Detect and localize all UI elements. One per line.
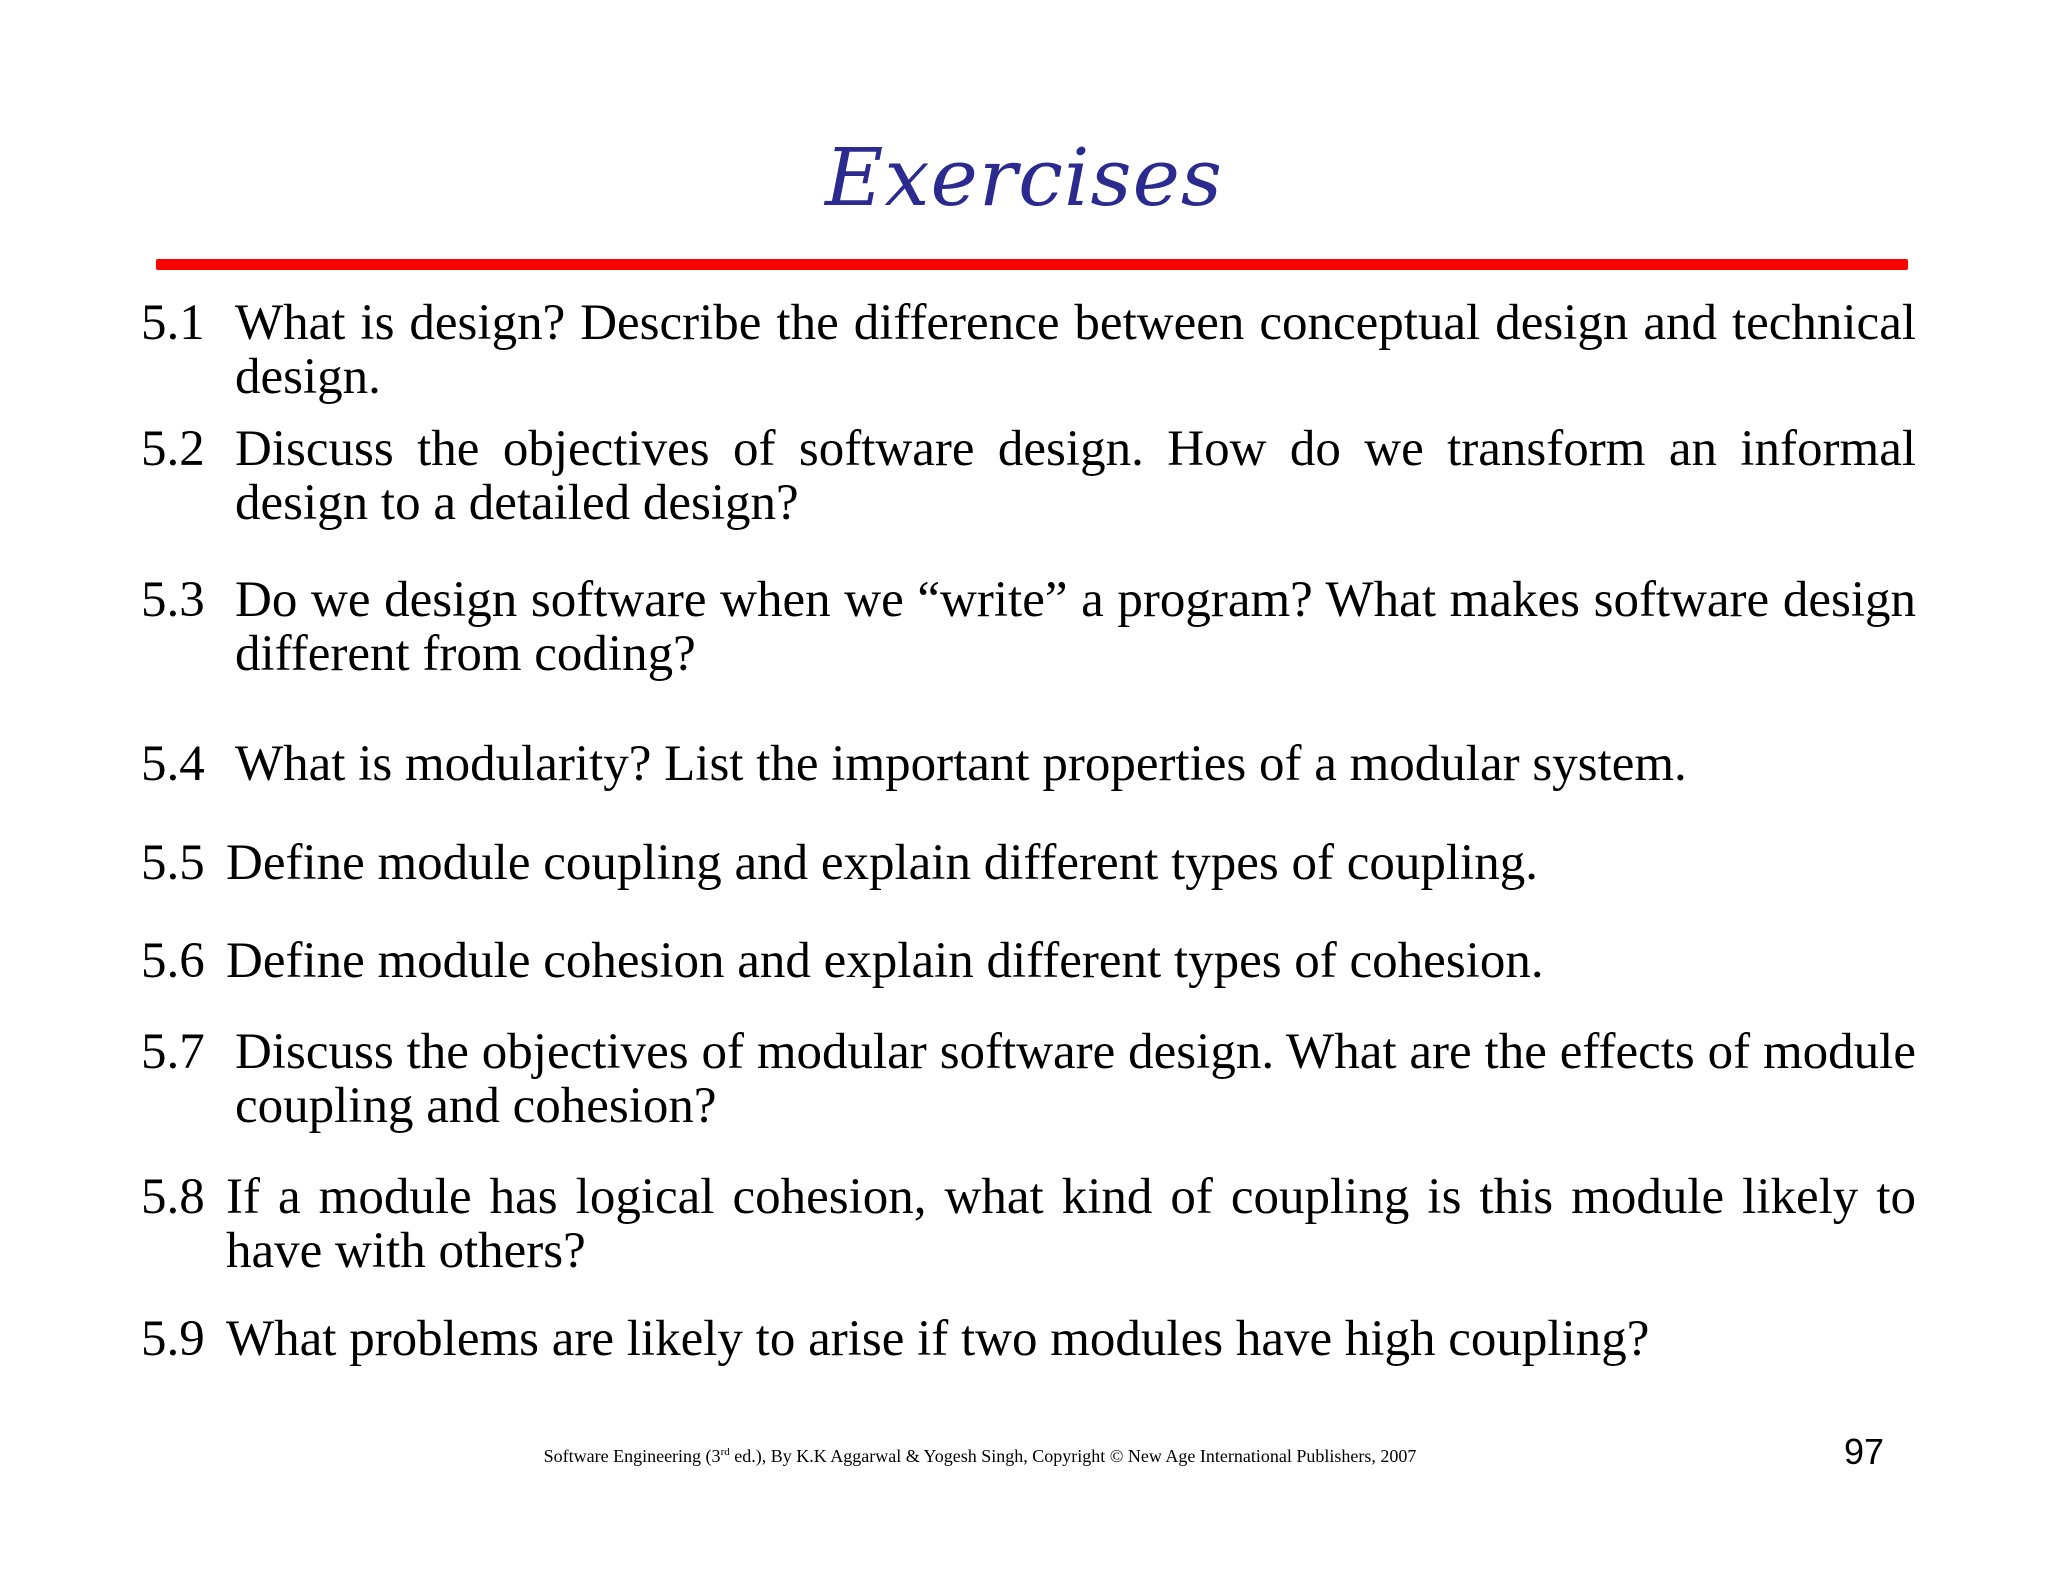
exercise-number: 5.8 (141, 1169, 205, 1225)
exercise-number: 5.3 (141, 572, 205, 628)
exercise-5-1 (141, 296, 1916, 404)
exercise-text: Define module cohesion and explain different types of cohesion. (226, 933, 1544, 989)
exercise-5-8 (141, 1170, 1916, 1278)
footer-text-end: ed.), By K.K Aggarwal & Yogesh Singh, Copyright © New Age International Publishers, 2007 (729, 1446, 1417, 1466)
exercise-text: Discuss the objectives of software design. How do we transform an informal design to a detailed design? (235, 421, 1916, 531)
exercise-text: Do we design software when we “write” a program? What makes software design different from coding? (235, 572, 1916, 682)
exercise-5-4 (141, 737, 1916, 791)
exercise-text: What problems are likely to arise if two modules have high coupling? (226, 1311, 1650, 1367)
slide-title: Exercises (825, 131, 1223, 224)
exercise-number: 5.1 (141, 295, 205, 351)
exercise-number: 5.9 (141, 1311, 205, 1367)
exercise-text: If a module has logical cohesion, what kind of coupling is this module likely to have with others? (226, 1169, 1916, 1279)
exercise-number: 5.6 (141, 933, 205, 989)
exercise-text: What is modularity? List the important properties of a modular system. (235, 736, 1687, 792)
exercise-5-7 (141, 1025, 1916, 1133)
exercise-5-5 (141, 836, 1916, 890)
title-divider (156, 259, 1908, 270)
page-number: 97 (1843, 1431, 1884, 1472)
exercise-number: 5.5 (141, 835, 205, 891)
exercise-5-2 (141, 422, 1916, 530)
exercise-5-6 (141, 934, 1916, 988)
exercise-5-3 (141, 573, 1916, 681)
exercise-number: 5.2 (141, 421, 205, 477)
exercise-text: Discuss the objectives of modular software design. What are the effects of module coupling and cohesion? (235, 1024, 1916, 1134)
exercise-5-9 (141, 1312, 1916, 1366)
exercise-text: What is design? Describe the difference between conceptual design and technical design. (235, 295, 1916, 405)
footer-text-start: Software Engineering (3 (543, 1446, 721, 1466)
footer-superscript: rd (720, 1446, 730, 1458)
exercise-number: 5.4 (141, 736, 205, 792)
footer-citation (0, 1444, 1960, 1468)
exercise-number: 5.7 (141, 1024, 205, 1080)
exercise-text: Define module coupling and explain different types of coupling. (226, 835, 1538, 891)
